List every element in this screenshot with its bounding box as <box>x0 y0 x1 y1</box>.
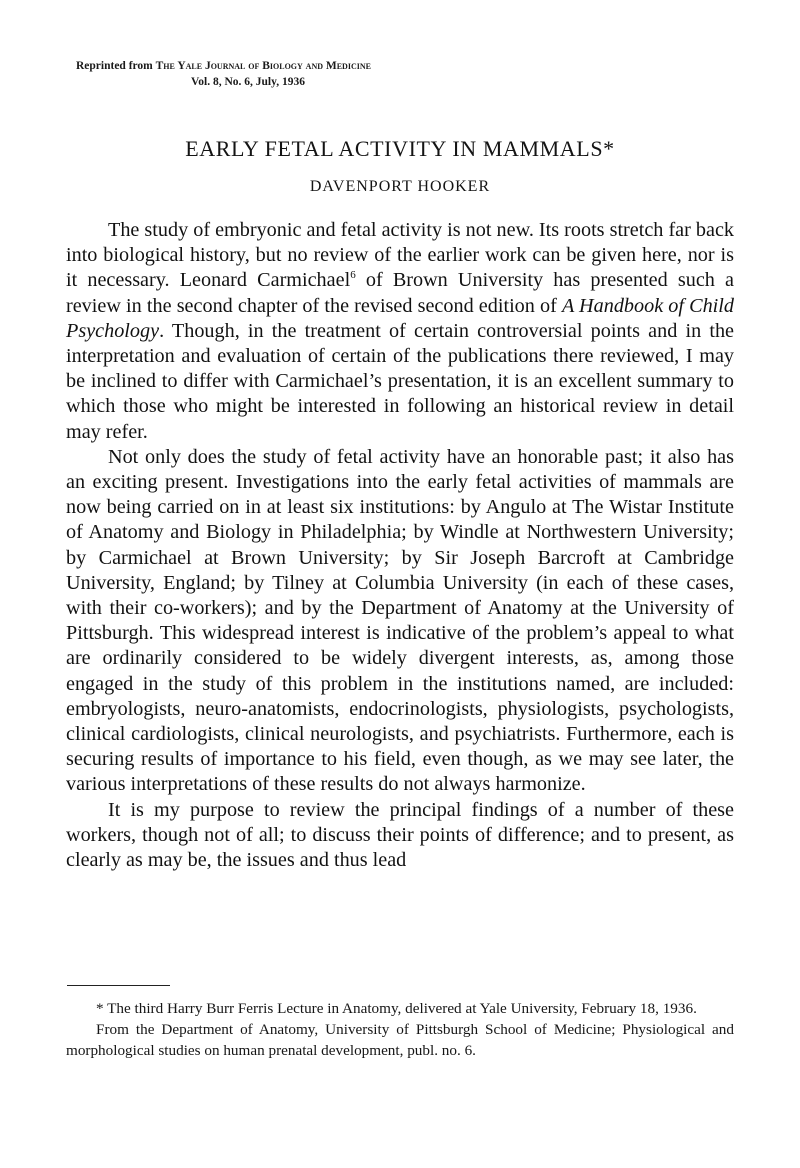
paragraph-1 <box>66 218 734 445</box>
reprint-prefix: Reprinted from <box>76 60 156 72</box>
journal-name: The Yale Journal of Biology and Medicine <box>155 60 371 72</box>
reprint-notice <box>76 58 496 90</box>
reference-superscript: 6 <box>350 269 356 282</box>
reprint-volume-line: Vol. 8, No. 6, July, 1936 <box>191 76 305 88</box>
paragraph-2: Not only does the study of fetal activity have an honorable past; it also has an exciting present. Investigations into the early fetal activities of mammals are now being carried on in at least six institutions: by Angulo at The Wistar Institute of Anatomy and Biology in Philadelphia; by Windle at Northwestern University; by Carmichael at Brown University; by Sir Joseph Barcroft at Cambridge University, England; by Tilney at Columbia University (in each of these cases, with their co-workers); and by the Department of Anatomy at the University of Pittsburgh. This widespread interest is indicative of the problem’s appeal to what are ordinarily considered to be widely divergent interests, as, among those engaged in the study of this problem in the institutions named, are included: embryologists, neuro-anatomists, endocrinologists, physiologists, psychologists, clinical cardiologists, clinical neurologists, and psychiatrists. Furthermore, each is securing results of importance to his field, even though, as we may see later, the various interpretations of these results do not always harmonize. <box>66 445 734 796</box>
reprint-source-line <box>76 58 496 74</box>
footnote-divider <box>67 985 170 986</box>
footnote-1: * The third Harry Burr Ferris Lecture in Anatomy, delivered at Yale University, February 18, 1936. <box>96 1000 697 1017</box>
article-author: DAVENPORT HOOKER <box>309 178 491 195</box>
footnote-2: From the Department of Anatomy, University of Pittsburgh School of Medicine; Physiological and morphological studies on human prenatal development, publ. no. 6. <box>66 1021 734 1059</box>
paragraph-3: It is my purpose to review the principal findings of a number of these workers, though not of all; to discuss their points of difference; and to present, as clearly as may be, the issues and thus lead <box>66 798 734 872</box>
paragraph-1-text-c: . Though, in the treatment of certain controversial points and in the interpretation and evaluation of certain of the publications there reviewed, I may be inclined to differ with Carmichael’s presentation, it is an excellent summary to which those who might be interested in following an historical review in detail may refer. <box>66 319 734 443</box>
footnotes <box>66 998 734 1061</box>
paragraph-1-text-b: of Brown University has presented such a review in the second chapter of the revised second edition of <box>66 269 734 317</box>
book-title: A Handbook of Child Psychology <box>66 294 734 342</box>
article-body <box>66 218 734 873</box>
paragraph-1-text-a: The study of embryonic and fetal activity is not new. Its roots stretch far back into biological history, but no review of the earlier work can be given here, nor is it necessary. Leonard Carmichael <box>66 219 734 292</box>
article-title: EARLY FETAL ACTIVITY IN MAMMALS* <box>185 136 615 161</box>
